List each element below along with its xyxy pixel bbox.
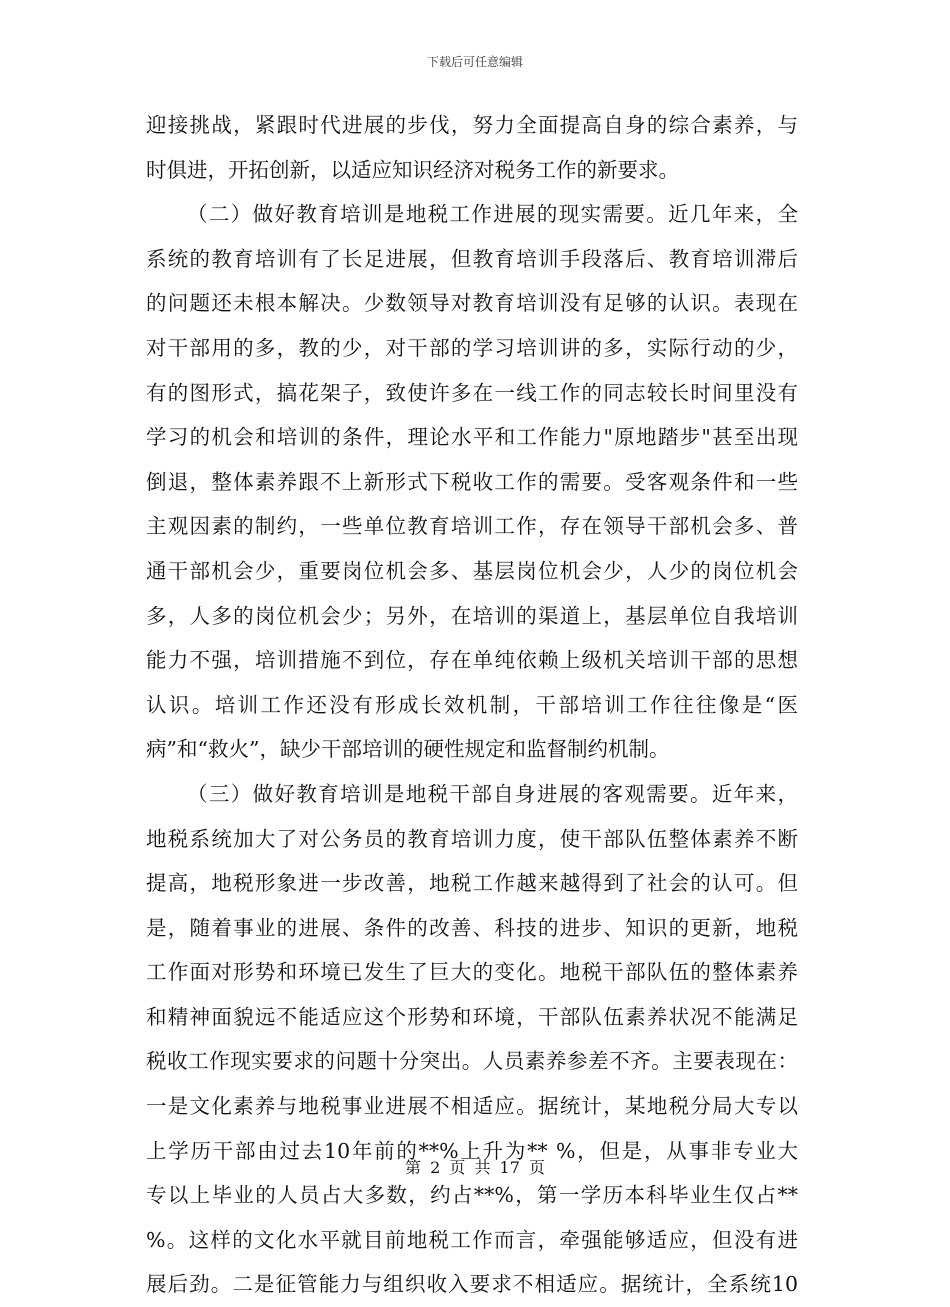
text-line: 是，随着事业的进展、条件的改善、科技的进步、知识的更新，地税 [146, 915, 798, 940]
text-line: 能力不强，培训措施不到位，存在单纯依赖上级机关培训干部的思想 [146, 648, 798, 673]
text-line: 的问题还未根本解决。少数领导对教育培训没有足够的认识。表现在 [146, 291, 798, 316]
paragraph-start-line: （三）做好教育培训是地税干部自身进展的客观需要。近年来， [187, 781, 798, 806]
page-header: 下载后可任意编辑 [426, 55, 523, 69]
page-number-footer: 第 2 页 共 17 页 [405, 1158, 545, 1177]
text-line: 时俱进，开拓创新，以适应知识经济对税务工作的新要求。 [146, 157, 679, 182]
paragraph-start-line: （二）做好教育培训是地税工作进展的现实需要。近几年来，全 [187, 202, 798, 227]
text-line: %。这样的文化水平就目前地税工作而言，牵强能够适应，但没有进 [146, 1227, 798, 1252]
text-line: 税收工作现实要求的问题十分突出。人员素养参差不齐。主要表现在： [146, 1049, 798, 1074]
text-line: 迎接挑战，紧跟时代进展的步伐，努力全面提高自身的综合素养，与 [146, 113, 798, 137]
text-line: 展后劲。二是征管能力与组织收入要求不相适应。据统计，全系统10 [146, 1272, 798, 1297]
text-line: 系统的教育培训有了长足进展，但教育培训手段落后、教育培训滞后 [146, 246, 798, 271]
text-line: 上学历干部由过去10年前的**%上升为** %，但是，从事非专业大 [146, 1138, 798, 1163]
text-line: 和精神面貌远不能适应这个形势和环境，干部队伍素养状况不能满足 [146, 1004, 798, 1029]
text-line: 有的图形式，搞花架子，致使许多在一线工作的同志较长时间里没有 [146, 380, 798, 405]
text-line: 主观因素的制约，一些单位教育培训工作，存在领导干部机会多、普 [146, 514, 798, 539]
text-line: 通干部机会少，重要岗位机会多、基层岗位机会少，人少的岗位机会 [146, 558, 798, 583]
text-line: 学习的机会和培训的条件，理论水平和工作能力"原地踏步"甚至出现 [146, 425, 798, 450]
text-line: 病”和“救火”，缺少干部培训的硬性规定和监督制约机制。 [146, 737, 670, 762]
text-line: 提高，地税形象进一步改善，地税工作越来越得到了社会的认可。但 [146, 871, 798, 896]
document-body [146, 103, 798, 1307]
text-line: 多，人多的岗位机会少；另外，在培训的渠道上，基层单位自我培训 [146, 603, 798, 628]
text-line: 倒退，整体素养跟不上新形式下税收工作的需要。受客观条件和一些 [146, 469, 798, 494]
text-line: 专以上毕业的人员占大多数，约占**%，第一学历本科毕业生仅占** [146, 1183, 798, 1208]
text-line: 认识。培训工作还没有形成长效机制，干部培训工作往往像是“医 [146, 692, 798, 717]
text-line: 工作面对形势和环境已发生了巨大的变化。地税干部队伍的整体素养 [146, 960, 798, 985]
text-line: 一是文化素养与地税事业进展不相适应。据统计，某地税分局大专以 [146, 1094, 798, 1119]
text-line: 对干部用的多，教的少，对干部的学习培训讲的多，实际行动的少， [146, 335, 798, 360]
text-line: 地税系统加大了对公务员的教育培训力度，使干部队伍整体素养不断 [146, 826, 798, 851]
